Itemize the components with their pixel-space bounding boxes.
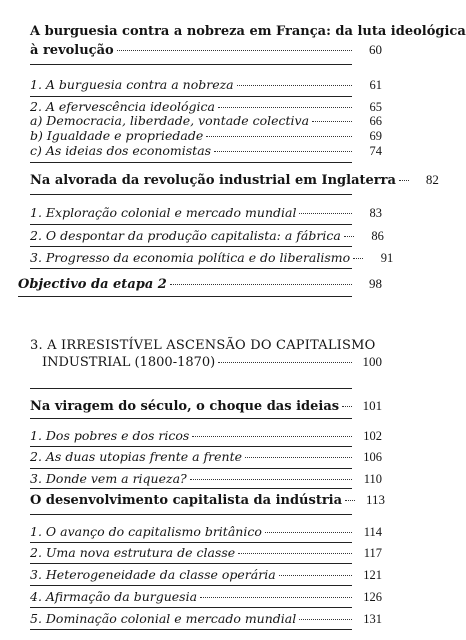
leader-dots — [170, 284, 352, 285]
toc-entry-label: 3. Heterogeneidade da classe operária — [30, 567, 276, 582]
toc-entry-label: à revolução — [30, 43, 114, 58]
divider — [30, 446, 352, 447]
divider — [30, 268, 352, 269]
toc-entry-page: 110 — [363, 472, 382, 486]
leader-dots — [238, 553, 352, 554]
toc-entry-label: a) Democracia, liberdade, vontade colectiva — [30, 113, 310, 128]
toc-entry-page: 101 — [362, 398, 383, 413]
toc-entry-label: 2. As duas utopias frente a frente — [30, 449, 242, 464]
divider — [30, 388, 352, 389]
toc-entry-page: 126 — [363, 590, 382, 604]
toc-entry-heading[interactable] — [30, 42, 382, 58]
toc-entry-heading[interactable] — [30, 492, 386, 508]
divider — [30, 246, 352, 247]
leader-dots — [342, 406, 352, 407]
toc-entry-page: 131 — [363, 612, 382, 626]
toc-entry-label: Objectivo da etapa 2 — [18, 277, 167, 292]
toc-entry-label: 2. A efervescência ideológica — [30, 99, 215, 114]
divider — [30, 585, 352, 586]
toc-entry[interactable] — [30, 545, 382, 561]
toc-entry-page: 82 — [425, 172, 439, 187]
divider — [30, 162, 352, 163]
leader-dots — [190, 479, 352, 480]
section-title: A burguesia contra a nobreza em França: da luta ideológica — [30, 24, 466, 39]
toc-entry-label: b) Igualdade e propriedade — [30, 128, 204, 143]
toc-entry-page: 86 — [371, 229, 384, 243]
toc-entry-label: c) As ideias dos economistas — [30, 143, 212, 158]
leader-dots — [218, 362, 352, 363]
divider — [30, 418, 352, 419]
toc-entry-label: Na viragem do século, o choque das ideias — [30, 399, 340, 414]
toc-entry[interactable] — [30, 205, 382, 221]
divider — [30, 468, 352, 469]
divider — [18, 296, 352, 297]
toc-entry[interactable] — [30, 250, 394, 266]
toc-entry-page: 100 — [362, 354, 382, 369]
leader-dots — [218, 107, 352, 108]
toc-entry-label: 5. Dominação colonial e mercado mundial — [30, 611, 297, 626]
leader-dots — [200, 597, 352, 598]
leader-dots — [245, 457, 352, 458]
toc-entry-label: 1. O avanço do capitalismo britânico — [30, 524, 262, 539]
chapter-entry[interactable] — [42, 354, 382, 370]
leader-dots — [399, 180, 409, 181]
leader-dots — [117, 50, 352, 51]
toc-entry-page: 61 — [369, 78, 382, 92]
toc-entry-page: 106 — [363, 450, 382, 464]
toc-entry-label: 1. Dos pobres e dos ricos — [30, 428, 190, 443]
toc-entry-page: 69 — [369, 129, 382, 143]
toc-entry-page: 114 — [363, 525, 382, 539]
chapter-subtitle: INDUSTRIAL (1800-1870) — [42, 355, 216, 370]
toc-entry[interactable] — [30, 524, 382, 540]
toc-entry-heading[interactable] — [30, 398, 382, 414]
toc-entry[interactable] — [30, 611, 382, 627]
toc-entry-label: O desenvolvimento capitalista da indústria — [30, 493, 343, 508]
leader-dots — [214, 151, 352, 152]
toc-entry-label: Na alvorada da revolução industrial em Inglaterra — [30, 173, 396, 188]
leader-dots — [312, 121, 352, 122]
toc-entry[interactable] — [30, 567, 382, 583]
toc-entry-objective[interactable] — [18, 276, 382, 292]
leader-dots — [192, 436, 352, 437]
divider — [30, 488, 352, 489]
toc-entry-page: 117 — [363, 546, 382, 560]
toc-entry-page: 66 — [369, 114, 382, 128]
toc-entry[interactable] — [30, 228, 382, 244]
toc-entry[interactable] — [30, 471, 382, 487]
toc-subentry[interactable] — [30, 143, 382, 159]
toc-entry-page: 98 — [369, 276, 382, 291]
toc-entry-page: 121 — [363, 568, 382, 582]
divider — [30, 96, 352, 97]
divider — [30, 64, 352, 65]
toc-subentry[interactable] — [30, 128, 382, 144]
divider — [30, 542, 352, 543]
toc-entry[interactable] — [30, 449, 382, 465]
toc-entry[interactable] — [30, 589, 382, 605]
toc-entry-label: 2. Uma nova estrutura de classe — [30, 545, 236, 560]
toc-entry-label: 1. A burguesia contra a nobreza — [30, 77, 234, 92]
toc-entry-label: 3. Progresso da economia política e do liberalismo — [30, 250, 351, 265]
leader-dots — [265, 532, 352, 533]
leader-dots — [299, 213, 352, 214]
divider — [30, 194, 352, 195]
toc-entry[interactable] — [30, 77, 382, 93]
divider — [30, 629, 352, 630]
leader-dots — [344, 236, 354, 237]
toc-entry-page: 113 — [366, 492, 386, 507]
toc-entry-label: 1. Exploração colonial e mercado mundial — [30, 205, 297, 220]
leader-dots — [353, 258, 363, 259]
divider — [30, 514, 352, 515]
leader-dots — [279, 575, 352, 576]
divider — [30, 607, 352, 608]
toc-entry-page: 60 — [369, 42, 382, 57]
toc-entry-page: 65 — [369, 100, 382, 114]
toc-entry-page: 83 — [369, 206, 382, 220]
toc-entry[interactable] — [30, 428, 382, 444]
toc-subentry[interactable] — [30, 113, 382, 129]
toc-entry-label: 4. Afirmação da burguesia — [30, 589, 198, 604]
chapter-title: 3. A IRRESISTÍVEL ASCENSÃO DO CAPITALISMO — [30, 338, 376, 353]
divider — [30, 563, 352, 564]
toc-entry-heading[interactable] — [30, 172, 439, 188]
toc-entry-label: 2. O despontar da produção capitalista: a fábrica — [30, 228, 341, 243]
leader-dots — [299, 619, 352, 620]
toc-entry-page: 74 — [369, 144, 382, 158]
toc-entry-label: 3. Donde vem a riqueza? — [30, 471, 187, 486]
toc-entry-page: 102 — [363, 429, 382, 443]
toc-entry-page: 91 — [380, 251, 394, 265]
leader-dots — [237, 85, 352, 86]
leader-dots — [206, 136, 352, 137]
divider — [30, 224, 352, 225]
leader-dots — [345, 500, 355, 501]
